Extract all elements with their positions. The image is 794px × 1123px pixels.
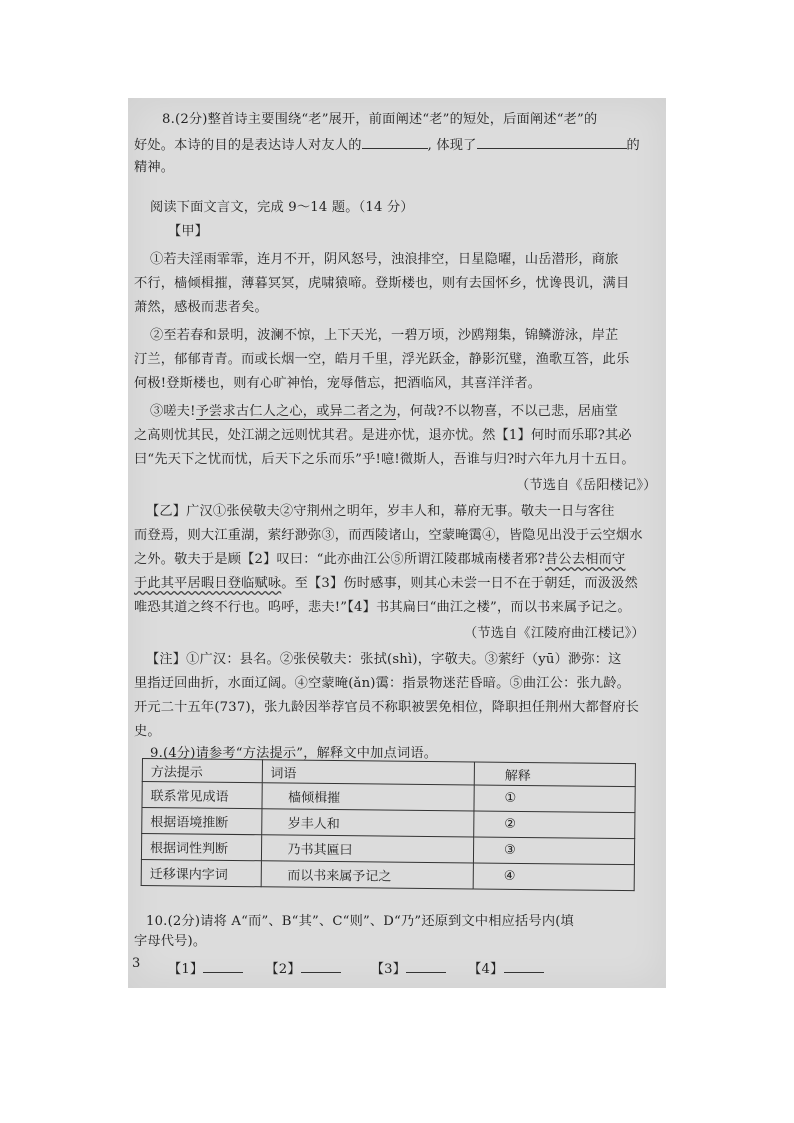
yi-line4	[134, 574, 638, 594]
jia-p3-line1	[150, 402, 618, 422]
answer-cell[interactable]: ④	[473, 863, 634, 891]
blank-label: 【1】	[168, 962, 204, 977]
jia-p2-line: 汀兰，郁郁青青。而或长烟一空，皓月千里，浮光跃金，静影沉璧，渔歌互答，此乐	[134, 352, 630, 367]
blank-label: 【3】	[370, 962, 407, 977]
page-number: 3	[132, 956, 141, 971]
table-row	[141, 859, 634, 890]
method-cell: 联系常见成语	[142, 782, 262, 809]
note-line: 里指迂回曲折，水面辽阔。④空蒙晻(ǎn)霭：指景物迷茫昏暗。⑤曲江公：张九龄。	[134, 676, 631, 691]
yi-line2: 而登焉，则大江重湖，萦纡渺弥③，而西陵诸山，空蒙晻霭④，皆隐见出没于云空烟水	[134, 528, 643, 543]
table-header: 解释	[474, 762, 635, 787]
q8-line1: 8.(2分)整首诗主要围绕“老”展开，前面阐述“老”的短处，后面阐述“老”的	[162, 112, 598, 127]
answer-blank-3[interactable]	[406, 958, 446, 973]
note-line: 开元二十五年(737)，张九龄因举荐官员不称职被罢免相位，降职担任荆州大都督府长	[134, 700, 640, 715]
jia-source: （节选自《岳阳楼记》）	[516, 478, 657, 493]
jia-p1-line: 萧然，感极而悲者矣。	[134, 300, 268, 315]
jia-p3-text: ，何哉?不以物喜，不以己悲，居庙堂	[396, 404, 618, 419]
q8-line3: 精神。	[134, 160, 175, 175]
yi-line5: 唯恐其道之终不行也。呜呼，悲夫!”【4】书其扁曰“曲江之楼”，而以书来属予记之。	[134, 600, 631, 615]
answer-cell[interactable]: ①	[474, 785, 635, 813]
underlined-sentence: 予尝求古仁人之心，或异二者之为	[195, 404, 397, 419]
jia-p1-line: 不行，樯倾楫摧，薄暮冥冥，虎啸猿啼。登斯楼也，则有去国怀乡，忧谗畏讥，满目	[134, 276, 630, 291]
note-line: 【注】①广汉：县名。②张侯敬夫：张拭(shì)，字敬夫。③萦纡（yū）渺弥：这	[146, 652, 622, 667]
q9-prompt: 9.(4分)请参考“方法提示”，解释文中加点词语。	[150, 746, 438, 761]
answer-blank-2[interactable]	[477, 134, 627, 149]
answer-cell[interactable]: ②	[474, 811, 635, 839]
q10-blanks	[168, 958, 544, 980]
q10-line2: 字母代号)。	[134, 934, 207, 949]
jia-p3-line2: 之高则忧其民，处江湖之远则忧其君。是进亦忧，退亦忧。然【1】何时而乐耶?其必	[134, 428, 632, 443]
wavy-underlined-sentence: 于此其平居暇日登临赋咏	[134, 576, 282, 591]
answer-blank-1[interactable]	[203, 958, 243, 973]
word-cell: 而以书来属予记之	[261, 861, 474, 889]
yi-line3	[134, 550, 625, 570]
blank-label: 【2】	[265, 962, 301, 977]
yi-text: 之外。敬夫于是顾【2】叹曰：“此亦曲江公⑤所谓江陵郡城南楼者邪?	[134, 552, 546, 567]
note-line: 史。	[134, 724, 161, 739]
jia-p2-line: ②至若春和景明，波澜不惊，上下天光，一碧万顷，沙鸥翔集，锦鳞游泳，岸芷	[150, 328, 619, 343]
jia-p3-line3: 曰“先天下之忧而忧，后天下之乐而乐”乎!噫!微斯人，吾谁与归?时六年九月十五日。	[134, 452, 635, 467]
answer-blank-2[interactable]	[301, 958, 341, 973]
answer-blank-4[interactable]	[504, 958, 544, 973]
method-cell: 根据词性判断	[141, 834, 261, 861]
word-cell: 岁丰人和	[261, 809, 474, 837]
yi-line1: 【乙】广汉①张侯敬夫②守荆州之明年，岁丰人和，幕府无事。敬夫一日与客往	[146, 504, 615, 519]
jia-p1-line: ①若夫淫雨霏霏，连月不开，阴风怒号，浊浪排空，日星隐曜，山岳潜形，商旅	[150, 252, 619, 267]
q8-text-b: , 体现了	[427, 138, 477, 153]
method-cell: 根据语境推断	[142, 808, 262, 835]
reading-instruction: 阅读下面文言文，完成 9～14 题。（14 分）	[150, 200, 414, 215]
q8-text-a: 好处。本诗的目的是表达诗人对友人的	[134, 138, 362, 153]
q8-text-c: 的	[626, 138, 640, 153]
table-header: 词语	[262, 760, 475, 785]
word-cell: 樯倾楫摧	[262, 783, 475, 811]
yi-source: （节选自《江陵府曲江楼记》）	[464, 626, 645, 641]
wavy-underlined-sentence: 昔公去相而守	[545, 552, 626, 567]
q8-line2	[134, 134, 640, 156]
blank-label: 【4】	[468, 962, 504, 977]
jia-p3-text: ③嗟夫!	[150, 404, 196, 419]
jia-p2-line: 何极!登斯楼也，则有心旷神怡，宠辱偕忘，把酒临风，其喜洋洋者。	[134, 376, 542, 391]
exam-page	[128, 98, 666, 988]
yi-text: 。至【3】伤时感事，则其心未尝一日不在于朝廷，而汲汲然	[281, 576, 638, 591]
word-cell: 乃书其匾曰	[261, 835, 474, 863]
method-hint-table	[141, 758, 636, 891]
q10-line1: 10.(2分)请将 A“而”、B“其”、C“则”、D“乃”还原到文中相应括号内(填	[146, 914, 574, 929]
jia-label: 【甲】	[168, 224, 209, 239]
method-cell: 迁移课内字词	[141, 859, 261, 886]
table-header: 方法提示	[142, 759, 262, 783]
answer-cell[interactable]: ③	[473, 837, 634, 865]
answer-blank-1[interactable]	[362, 134, 428, 149]
